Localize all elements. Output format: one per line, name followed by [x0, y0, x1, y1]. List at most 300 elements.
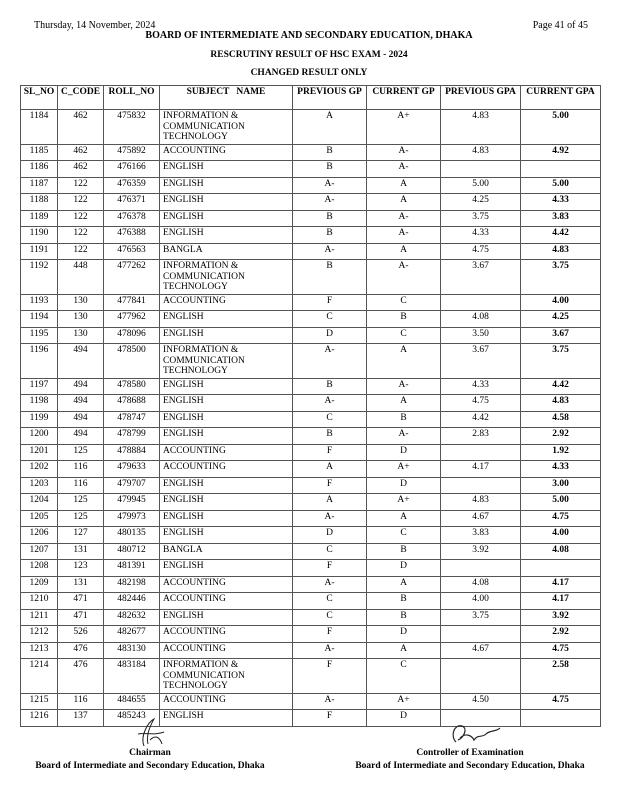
cell-sl-no: 1207 [21, 543, 58, 560]
cell-current-gpa: 5.00 [521, 494, 601, 511]
cell-c-code: 471 [58, 609, 104, 626]
document-title: RESCRUTINY RESULT OF HSC EXAM - 2024 [210, 50, 408, 60]
cell-roll-no: 482446 [104, 593, 160, 610]
cell-current-gpa: 4.83 [521, 395, 601, 412]
print-date: Thursday, 14 November, 2024 [34, 20, 156, 31]
cell-c-code: 130 [58, 311, 104, 328]
cell-current-gp: A+ [367, 110, 441, 145]
cell-roll-no: 476359 [104, 177, 160, 194]
cell-previous-gp: C [293, 609, 367, 626]
cell-previous-gp: C [293, 411, 367, 428]
cell-c-code: 122 [58, 243, 104, 260]
cell-sl-no: 1191 [21, 243, 58, 260]
cell-current-gp: C [367, 294, 441, 311]
cell-previous-gp: A [293, 461, 367, 478]
cell-roll-no: 476563 [104, 243, 160, 260]
cell-subject: BANGLA [160, 543, 293, 560]
cell-sl-no: 1184 [21, 110, 58, 145]
table-row [21, 110, 601, 145]
cell-c-code: 125 [58, 510, 104, 527]
cell-current-gpa: 4.00 [521, 294, 601, 311]
table-row [21, 609, 601, 626]
cell-previous-gpa: 4.00 [441, 593, 521, 610]
cell-roll-no: 478884 [104, 444, 160, 461]
cell-subject: ENGLISH [160, 177, 293, 194]
cell-current-gpa: 4.75 [521, 510, 601, 527]
table-body [21, 110, 601, 727]
cell-previous-gp: F [293, 710, 367, 727]
cell-subject: ACCOUNTING [160, 626, 293, 643]
cell-previous-gpa [441, 477, 521, 494]
cell-current-gp: A- [367, 161, 441, 178]
cell-current-gp: C [367, 327, 441, 344]
cell-sl-no: 1199 [21, 411, 58, 428]
table-row [21, 461, 601, 478]
cell-c-code: 137 [58, 710, 104, 727]
cell-previous-gp: B [293, 260, 367, 295]
cell-c-code: 494 [58, 395, 104, 412]
cell-previous-gpa: 3.50 [441, 327, 521, 344]
cell-sl-no: 1200 [21, 428, 58, 445]
cell-roll-no: 479633 [104, 461, 160, 478]
cell-current-gpa: 5.00 [521, 110, 601, 145]
cell-subject: ENGLISH [160, 510, 293, 527]
cell-current-gpa: 4.75 [521, 693, 601, 710]
cell-previous-gp: B [293, 210, 367, 227]
cell-roll-no: 475892 [104, 144, 160, 161]
table-row [21, 576, 601, 593]
board-name: BOARD OF INTERMEDIATE AND SECONDARY EDUCATION, DHAKA [145, 30, 473, 41]
table-row [21, 260, 601, 295]
cell-current-gpa: 3.67 [521, 327, 601, 344]
cell-current-gp: D [367, 626, 441, 643]
cell-current-gpa: 1.92 [521, 444, 601, 461]
cell-roll-no: 478500 [104, 344, 160, 379]
cell-current-gp: D [367, 477, 441, 494]
chairman-block [20, 748, 280, 771]
cell-subject: ENGLISH [160, 395, 293, 412]
cell-subject: ACCOUNTING [160, 294, 293, 311]
col-header-sl-no: SL_NO [21, 86, 58, 110]
cell-previous-gp: F [293, 477, 367, 494]
cell-c-code: 448 [58, 260, 104, 295]
cell-sl-no: 1185 [21, 144, 58, 161]
cell-current-gpa [521, 710, 601, 727]
cell-current-gpa: 4.42 [521, 378, 601, 395]
page-number: Page 41 of 45 [532, 20, 588, 31]
cell-sl-no: 1197 [21, 378, 58, 395]
cell-subject: ENGLISH [160, 311, 293, 328]
cell-current-gpa: 4.25 [521, 311, 601, 328]
cell-sl-no: 1211 [21, 609, 58, 626]
table-row [21, 294, 601, 311]
table-row [21, 710, 601, 727]
cell-c-code: 462 [58, 144, 104, 161]
cell-roll-no: 485243 [104, 710, 160, 727]
cell-previous-gpa: 3.75 [441, 609, 521, 626]
cell-previous-gp: B [293, 161, 367, 178]
cell-current-gpa: 3.75 [521, 260, 601, 295]
cell-current-gp: D [367, 560, 441, 577]
cell-sl-no: 1205 [21, 510, 58, 527]
cell-subject: INFORMATION & COMMUNICATION TECHNOLOGY [160, 260, 293, 295]
cell-c-code: 131 [58, 543, 104, 560]
cell-current-gp: A [367, 642, 441, 659]
table-row [21, 494, 601, 511]
cell-roll-no: 477841 [104, 294, 160, 311]
cell-current-gpa: 2.92 [521, 626, 601, 643]
cell-c-code: 526 [58, 626, 104, 643]
cell-sl-no: 1196 [21, 344, 58, 379]
cell-c-code: 130 [58, 327, 104, 344]
cell-sl-no: 1209 [21, 576, 58, 593]
table-row [21, 161, 601, 178]
table-row [21, 428, 601, 445]
controller-title: Controller of Examination [416, 748, 524, 758]
cell-current-gpa: 4.33 [521, 194, 601, 211]
cell-sl-no: 1208 [21, 560, 58, 577]
cell-previous-gp: A [293, 494, 367, 511]
cell-previous-gp: A- [293, 243, 367, 260]
cell-c-code: 123 [58, 560, 104, 577]
cell-current-gpa: 4.58 [521, 411, 601, 428]
cell-previous-gp: F [293, 626, 367, 643]
cell-c-code: 494 [58, 411, 104, 428]
col-header-current-gpa: CURRENT GPA [521, 86, 601, 110]
cell-subject: ENGLISH [160, 411, 293, 428]
cell-previous-gpa: 5.00 [441, 177, 521, 194]
cell-roll-no: 475832 [104, 110, 160, 145]
cell-previous-gp: A- [293, 395, 367, 412]
cell-roll-no: 478096 [104, 327, 160, 344]
table-row [21, 177, 601, 194]
table-row [21, 510, 601, 527]
cell-current-gpa: 4.75 [521, 642, 601, 659]
cell-current-gp: A [367, 510, 441, 527]
cell-previous-gpa [441, 161, 521, 178]
cell-current-gp: A- [367, 378, 441, 395]
chairman-title: Chairman [129, 748, 171, 758]
cell-subject: ACCOUNTING [160, 642, 293, 659]
cell-roll-no: 476166 [104, 161, 160, 178]
cell-previous-gp: B [293, 227, 367, 244]
table-header-row [21, 86, 601, 110]
cell-c-code: 476 [58, 659, 104, 694]
cell-c-code: 131 [58, 576, 104, 593]
cell-roll-no: 481391 [104, 560, 160, 577]
cell-previous-gp: F [293, 294, 367, 311]
cell-sl-no: 1194 [21, 311, 58, 328]
cell-sl-no: 1201 [21, 444, 58, 461]
cell-c-code: 130 [58, 294, 104, 311]
cell-current-gpa: 4.17 [521, 593, 601, 610]
cell-roll-no: 478747 [104, 411, 160, 428]
cell-previous-gpa: 4.08 [441, 311, 521, 328]
cell-roll-no: 479973 [104, 510, 160, 527]
cell-roll-no: 484655 [104, 693, 160, 710]
cell-previous-gp: C [293, 543, 367, 560]
cell-sl-no: 1210 [21, 593, 58, 610]
cell-previous-gp: B [293, 428, 367, 445]
cell-current-gp: A- [367, 144, 441, 161]
cell-previous-gpa: 4.83 [441, 110, 521, 145]
cell-roll-no: 483184 [104, 659, 160, 694]
cell-roll-no: 482632 [104, 609, 160, 626]
document-subtitle: CHANGED RESULT ONLY [250, 68, 368, 78]
cell-sl-no: 1192 [21, 260, 58, 295]
cell-subject: ENGLISH [160, 560, 293, 577]
cell-previous-gp: A- [293, 576, 367, 593]
cell-previous-gpa: 4.83 [441, 144, 521, 161]
cell-c-code: 116 [58, 693, 104, 710]
cell-previous-gpa: 2.83 [441, 428, 521, 445]
table-row [21, 543, 601, 560]
cell-current-gpa: 2.58 [521, 659, 601, 694]
cell-current-gp: A [367, 243, 441, 260]
cell-roll-no: 480135 [104, 527, 160, 544]
cell-current-gp: A- [367, 428, 441, 445]
cell-sl-no: 1216 [21, 710, 58, 727]
cell-subject: BANGLA [160, 243, 293, 260]
cell-subject: INFORMATION & COMMUNICATION TECHNOLOGY [160, 344, 293, 379]
cell-c-code: 476 [58, 642, 104, 659]
cell-c-code: 471 [58, 593, 104, 610]
cell-previous-gp: C [293, 593, 367, 610]
cell-previous-gp: F [293, 659, 367, 694]
cell-previous-gp: D [293, 527, 367, 544]
cell-sl-no: 1212 [21, 626, 58, 643]
cell-current-gpa: 4.92 [521, 144, 601, 161]
col-header-previous-gpa: PREVIOUS GPA [441, 86, 521, 110]
cell-current-gpa [521, 161, 601, 178]
table-row [21, 527, 601, 544]
cell-c-code: 127 [58, 527, 104, 544]
cell-current-gpa: 3.92 [521, 609, 601, 626]
cell-current-gpa: 3.00 [521, 477, 601, 494]
cell-roll-no: 476388 [104, 227, 160, 244]
cell-sl-no: 1203 [21, 477, 58, 494]
cell-current-gp: A [367, 576, 441, 593]
cell-roll-no: 478799 [104, 428, 160, 445]
cell-c-code: 122 [58, 194, 104, 211]
cell-c-code: 494 [58, 344, 104, 379]
cell-current-gp: A+ [367, 693, 441, 710]
cell-subject: ENGLISH [160, 710, 293, 727]
cell-roll-no: 482198 [104, 576, 160, 593]
cell-current-gpa: 4.83 [521, 243, 601, 260]
cell-current-gp: A+ [367, 461, 441, 478]
cell-previous-gpa: 4.50 [441, 693, 521, 710]
cell-subject: ENGLISH [160, 161, 293, 178]
cell-previous-gpa: 4.75 [441, 395, 521, 412]
cell-subject: ENGLISH [160, 477, 293, 494]
cell-current-gp: C [367, 659, 441, 694]
cell-sl-no: 1195 [21, 327, 58, 344]
cell-subject: ENGLISH [160, 378, 293, 395]
cell-current-gpa: 4.42 [521, 227, 601, 244]
cell-previous-gpa: 4.33 [441, 227, 521, 244]
cell-sl-no: 1204 [21, 494, 58, 511]
cell-current-gp: B [367, 411, 441, 428]
table-row [21, 444, 601, 461]
results-table [20, 85, 601, 727]
cell-sl-no: 1186 [21, 161, 58, 178]
cell-current-gpa: 4.33 [521, 461, 601, 478]
cell-previous-gp: A- [293, 194, 367, 211]
cell-current-gp: A+ [367, 494, 441, 511]
cell-subject: ENGLISH [160, 194, 293, 211]
cell-subject: INFORMATION & COMMUNICATION TECHNOLOGY [160, 110, 293, 145]
cell-current-gp: A- [367, 210, 441, 227]
cell-sl-no: 1190 [21, 227, 58, 244]
cell-previous-gpa: 3.67 [441, 260, 521, 295]
cell-sl-no: 1202 [21, 461, 58, 478]
cell-previous-gpa [441, 294, 521, 311]
cell-current-gp: B [367, 593, 441, 610]
cell-c-code: 122 [58, 227, 104, 244]
cell-previous-gpa: 4.33 [441, 378, 521, 395]
cell-current-gp: B [367, 543, 441, 560]
cell-previous-gpa: 3.75 [441, 210, 521, 227]
cell-sl-no: 1214 [21, 659, 58, 694]
table-row [21, 395, 601, 412]
cell-roll-no: 476371 [104, 194, 160, 211]
table-row [21, 411, 601, 428]
cell-previous-gp: D [293, 327, 367, 344]
cell-roll-no: 480712 [104, 543, 160, 560]
cell-c-code: 125 [58, 494, 104, 511]
cell-sl-no: 1215 [21, 693, 58, 710]
table-row [21, 693, 601, 710]
cell-previous-gp: F [293, 444, 367, 461]
table-row [21, 593, 601, 610]
cell-subject: ENGLISH [160, 327, 293, 344]
cell-previous-gpa [441, 444, 521, 461]
table-row [21, 144, 601, 161]
cell-current-gpa: 4.00 [521, 527, 601, 544]
col-header-subject-name: SUBJECT NAME [160, 86, 293, 110]
cell-previous-gpa: 3.83 [441, 527, 521, 544]
cell-current-gp: B [367, 609, 441, 626]
cell-previous-gpa: 3.92 [441, 543, 521, 560]
col-header-previous-gp: PREVIOUS GP [293, 86, 367, 110]
cell-sl-no: 1206 [21, 527, 58, 544]
cell-previous-gpa [441, 560, 521, 577]
cell-current-gpa: 5.00 [521, 177, 601, 194]
chairman-org: Board of Intermediate and Secondary Education, Dhaka [35, 761, 265, 771]
cell-previous-gp: B [293, 144, 367, 161]
cell-c-code: 122 [58, 177, 104, 194]
cell-previous-gpa: 4.08 [441, 576, 521, 593]
cell-current-gp: A [367, 344, 441, 379]
table-row [21, 311, 601, 328]
table-row [21, 378, 601, 395]
cell-c-code: 116 [58, 461, 104, 478]
cell-subject: ACCOUNTING [160, 444, 293, 461]
cell-roll-no: 477262 [104, 260, 160, 295]
cell-previous-gp: A- [293, 510, 367, 527]
cell-c-code: 116 [58, 477, 104, 494]
cell-current-gp: A- [367, 260, 441, 295]
cell-roll-no: 479707 [104, 477, 160, 494]
cell-current-gpa: 4.17 [521, 576, 601, 593]
cell-previous-gp: A- [293, 344, 367, 379]
cell-current-gpa: 3.83 [521, 210, 601, 227]
cell-subject: ACCOUNTING [160, 461, 293, 478]
cell-subject: ACCOUNTING [160, 593, 293, 610]
controller-block [330, 748, 610, 771]
cell-previous-gpa: 4.42 [441, 411, 521, 428]
cell-current-gp: D [367, 444, 441, 461]
cell-previous-gpa: 4.75 [441, 243, 521, 260]
cell-c-code: 494 [58, 428, 104, 445]
cell-subject: ENGLISH [160, 494, 293, 511]
cell-current-gp: A- [367, 227, 441, 244]
cell-previous-gp: B [293, 378, 367, 395]
cell-roll-no: 478688 [104, 395, 160, 412]
cell-subject: ACCOUNTING [160, 144, 293, 161]
cell-sl-no: 1188 [21, 194, 58, 211]
cell-roll-no: 478580 [104, 378, 160, 395]
table-row [21, 243, 601, 260]
cell-roll-no: 477962 [104, 311, 160, 328]
table-row [21, 560, 601, 577]
cell-previous-gp: A [293, 110, 367, 145]
cell-roll-no: 482677 [104, 626, 160, 643]
cell-subject: ENGLISH [160, 609, 293, 626]
table-row [21, 344, 601, 379]
col-header-c-code: C_CODE [58, 86, 104, 110]
cell-current-gp: B [367, 311, 441, 328]
cell-previous-gp: A- [293, 177, 367, 194]
table-row [21, 477, 601, 494]
cell-current-gp: D [367, 710, 441, 727]
cell-subject: INFORMATION & COMMUNICATION TECHNOLOGY [160, 659, 293, 694]
controller-org: Board of Intermediate and Secondary Education, Dhaka [355, 761, 585, 771]
cell-previous-gp: A- [293, 642, 367, 659]
cell-subject: ENGLISH [160, 428, 293, 445]
cell-roll-no: 479945 [104, 494, 160, 511]
cell-sl-no: 1193 [21, 294, 58, 311]
cell-c-code: 462 [58, 110, 104, 145]
table-row [21, 327, 601, 344]
table-row [21, 210, 601, 227]
cell-sl-no: 1189 [21, 210, 58, 227]
cell-previous-gpa: 4.25 [441, 194, 521, 211]
cell-sl-no: 1187 [21, 177, 58, 194]
cell-sl-no: 1198 [21, 395, 58, 412]
col-header-roll-no: ROLL_NO [104, 86, 160, 110]
cell-previous-gpa: 4.67 [441, 510, 521, 527]
cell-subject: ENGLISH [160, 210, 293, 227]
table-row [21, 642, 601, 659]
cell-c-code: 494 [58, 378, 104, 395]
cell-current-gpa: 2.92 [521, 428, 601, 445]
cell-previous-gp: A- [293, 693, 367, 710]
cell-current-gpa: 3.75 [521, 344, 601, 379]
table-row [21, 659, 601, 694]
table-row [21, 626, 601, 643]
cell-previous-gpa: 3.67 [441, 344, 521, 379]
cell-sl-no: 1213 [21, 642, 58, 659]
cell-previous-gp: C [293, 311, 367, 328]
cell-subject: ENGLISH [160, 527, 293, 544]
cell-roll-no: 483130 [104, 642, 160, 659]
cell-c-code: 125 [58, 444, 104, 461]
cell-previous-gpa [441, 659, 521, 694]
cell-c-code: 462 [58, 161, 104, 178]
cell-previous-gp: F [293, 560, 367, 577]
